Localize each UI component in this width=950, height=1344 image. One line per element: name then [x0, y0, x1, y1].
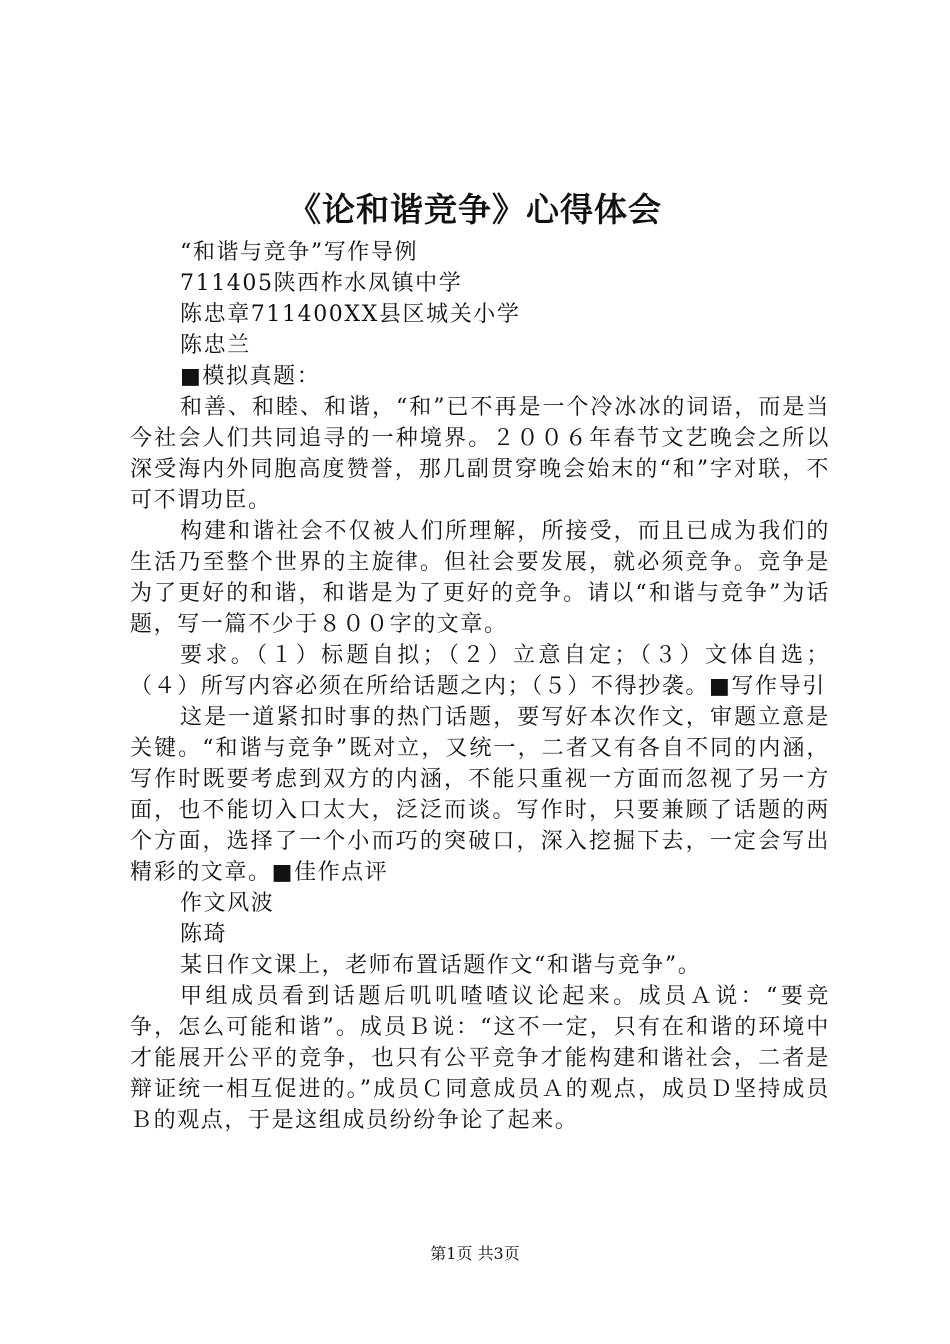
- essay-title: 作文风波: [180, 891, 275, 916]
- paragraph-subtitle: “和谐与竞争”写作导例: [180, 240, 419, 265]
- paragraph-guidance: 这是一道紧扣时事的热门话题，要写好本次作文，审题立意是关键。“和谐与竞争”既对立，又统一，二者又有各自不同的内涵，写作时既要考虑到双方的内涵，不能只重视一方面而忽视了另一方面，也不能切入口太大，泛泛而谈。写作时，只要兼顾了话题的两个方面，选择了一个小而巧的突破口，深入挖掘下去，一定会写出精彩的文章。■佳作点评: [130, 705, 830, 885]
- paragraph-body: 和善、和睦、和谐，“和”已不再是一个冷冰冰的词语，而是当今社会人们共同追寻的一种境界。２００６年春节文艺晚会之所以深受海内外同胞高度赞誉，那几副贯穿晚会始末的“和”字对联，不可不谓功臣。: [130, 395, 830, 513]
- paragraph-author: 陈忠兰: [180, 333, 251, 358]
- document-body: [130, 237, 830, 1136]
- paragraph-requirements: 要求。（１）标题自拟；（２）立意自定；（３）文体自选；（４）所写内容必须在所给话题之内；（５）不得抄袭。■写作导引: [130, 643, 830, 699]
- essay-author: 陈琦: [180, 922, 228, 947]
- paragraph-body: 甲组成员看到话题后叽叽喳喳议论起来。成员Ａ说：“要竞争，怎么可能和谐”。成员Ｂ说：“这不一定，只有在和谐的环境中才能展开公平的竞争，也只有公平竞争才能构建和谐社会，二者是辩证统一相互促进的。”成员Ｃ同意成员Ａ的观点，成员Ｄ坚持成员Ｂ的观点，于是这组成员纷纷争论了起来。: [130, 984, 830, 1133]
- page-footer: 第1页 共3页: [430, 1244, 520, 1263]
- section-heading-mock-question: ■模拟真题：: [180, 364, 321, 389]
- paragraph-body: 构建和谐社会不仅被人们所理解，所接受，而且已成为我们的生活乃至整个世界的主旋律。但社会要发展，就必须竞争。竞争是为了更好的和谐，和谐是为了更好的竞争。请以“和谐与竞争”为话题，写一篇不少于８００字的文章。: [130, 519, 830, 637]
- paragraph-school-1: 711405陕西柞水凤镇中学: [180, 271, 463, 296]
- paragraph-school-2: 陈忠章711400XX县区城关小学: [180, 302, 521, 327]
- page-title: 《论和谐竞争》心得体会: [288, 190, 662, 229]
- paragraph-body: 某日作文课上，老师布置话题作文“和谐与竞争”。: [180, 953, 702, 978]
